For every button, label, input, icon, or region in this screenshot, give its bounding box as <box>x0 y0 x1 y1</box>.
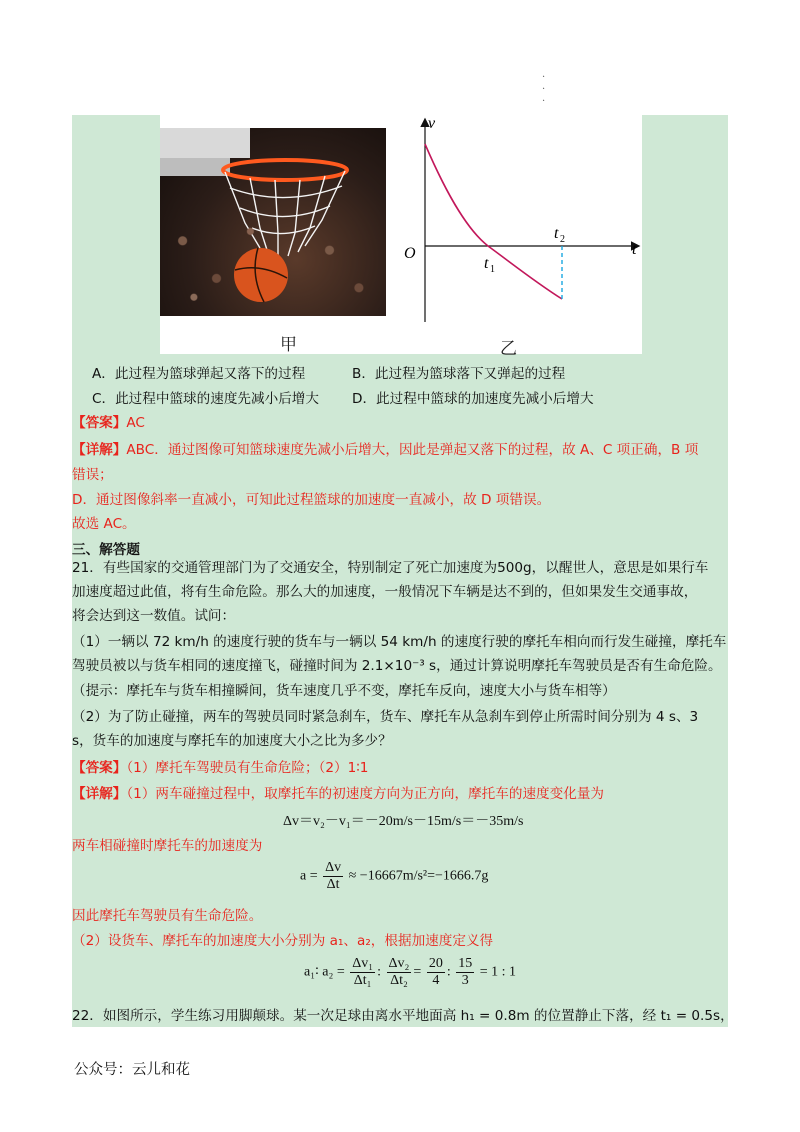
basketball-photo <box>160 128 386 316</box>
answer-label: 【答案】 <box>72 415 127 431</box>
t1-label: t <box>484 255 489 272</box>
q20-answer <box>72 413 728 433</box>
denominator: Δt <box>326 877 340 892</box>
q21-line-4: （1）一辆以 72 km/h 的速度行驶的货车与一辆以 54 km/h 的速度行驶的摩托车相向而行发生碰撞，摩托车 <box>72 634 727 650</box>
t2-subscript: 2 <box>560 234 565 245</box>
q21-line-5: 驾驶员被以与货车相同的速度撞飞，碰撞时间为 2.1×10⁻³ s，通过计算说明摩托车驾驶员是否有生命危险。 <box>72 658 722 674</box>
option-c: C．此过程中篮球的速度先减小后增大 <box>92 391 319 407</box>
origin-label: O <box>404 245 416 262</box>
q21-line-6: （提示：摩托车与货车相撞瞬间，货车速度几乎不变，摩托车反向，速度大小与货车相等） <box>72 683 616 699</box>
numerator: Δv₂ <box>388 956 410 971</box>
numerator: 15 <box>458 956 473 971</box>
photo-caption: 甲 <box>280 335 297 355</box>
q20-detail-3: D．通过图像斜率一直减小，可知此过程篮球的加速度一直减小，故 D 项错误。 <box>72 492 551 508</box>
crowd-background <box>160 128 386 316</box>
denominator: Δt₂ <box>390 973 408 988</box>
formula-velocity-change: Δv＝v₂－v₁＝－20m/s－15m/s＝－35m/s <box>283 814 524 829</box>
q21-detail-3: 因此摩托车驾驶员有生命危险。 <box>72 908 263 924</box>
formula-rhs: ≈ −16667m/s²=−1666.7g <box>348 868 489 884</box>
fraction-3 <box>427 956 445 989</box>
q21-line-8: s，货车的加速度与摩托车的加速度大小之比为多少？ <box>72 733 392 749</box>
answer-text: AC <box>126 415 145 431</box>
graph-caption: 乙 <box>500 339 517 359</box>
formula-acceleration <box>300 860 488 893</box>
q21-detail-1 <box>72 784 728 804</box>
answer-text: （1）摩托车驾驶员有生命危险；（2）1∶1 <box>126 760 369 776</box>
q21-detail-2: 两车相碰撞时摩托车的加速度为 <box>72 838 263 854</box>
option-d: D．此过程中篮球的加速度先减小后增大 <box>352 391 594 407</box>
q20-detail-1 <box>72 440 728 460</box>
t-axis-label: t <box>632 241 637 258</box>
velocity-time-graph <box>400 112 650 342</box>
q20-detail-4: 故选 AC。 <box>72 516 136 532</box>
formula-ratio: a₁∶ a₂ = $\frac{\text{Δv₁}}{\text{Δt₁}}$ : $\frac{\text{Δv₂}}{\text{Δt₂}}$ = $\frac{20}{4}$ : $\frac{15}{3}$ = 1 : 1 <box>304 956 516 988</box>
numerator: 20 <box>428 956 443 971</box>
detail-text: （1）两车碰撞过程中，取摩托车的初速度方向为正方向，摩托车的速度变化量为 <box>126 786 605 802</box>
detail-text: ABC．通过图像可知篮球速度先减小后增大，因此是弹起又落下的过程，故 A、C 项正确，B 项 <box>126 442 699 458</box>
t2-label: t <box>554 225 559 242</box>
decorative-dots: · · · <box>542 72 546 107</box>
v-axis-label: v <box>428 115 436 132</box>
q21-answer <box>72 758 728 778</box>
formula-rhs: = 1 : 1 <box>479 964 516 980</box>
section-heading: 三、解答题 <box>72 542 140 558</box>
answer-label: 【答案】 <box>72 760 127 776</box>
q20-detail-2: 错误； <box>72 467 113 483</box>
t1-subscript: 1 <box>490 264 495 275</box>
fraction-2 <box>387 956 412 989</box>
velocity-curve <box>425 144 562 299</box>
q21-line-2: 加速度超过此值，将有生命危险。那么大的加速度，一般情况下车辆是达不到的，但如果发生交通事故， <box>72 584 698 600</box>
q22-line-1: 22．如图所示，学生练习用脚颠球。某一次足球由离水平地面高 h₁ = 0.8m 的位置静止下落，经 t₁ = 0.5s， <box>72 1008 734 1024</box>
option-b: B．此过程为篮球落下又弹起的过程 <box>352 366 566 382</box>
numerator: Δv₁ <box>352 956 374 971</box>
fraction-dv-dt <box>323 860 343 893</box>
figure-panel <box>160 112 642 359</box>
denominator: 4 <box>432 973 440 988</box>
fraction-4 <box>456 956 474 989</box>
detail-label: 【详解】 <box>72 786 127 802</box>
denominator: 3 <box>461 973 469 988</box>
q21-line-7: （2）为了防止碰撞，两车的驾驶员同时紧急刹车，货车、摩托车从急刹车到停止所需时间分别为 4 s、3 <box>72 709 699 725</box>
numerator: Δv <box>325 860 342 875</box>
option-a: A．此过程为篮球弹起又落下的过程 <box>92 366 306 382</box>
footer-wechat-account: 公众号：云儿和花 <box>74 1062 190 1078</box>
formula-lhs: a = <box>300 868 318 884</box>
detail-label: 【详解】 <box>72 442 127 458</box>
formula-lhs: a₁∶ a₂ = <box>304 964 345 980</box>
q21-line-3: 将会达到这一数值。试问： <box>72 608 236 624</box>
q21-line-1: 21．有些国家的交通管理部门为了交通安全，特别制定了死亡加速度为500g，以醒世人，意思是如果行车 <box>72 560 709 576</box>
denominator: Δt₁ <box>353 973 372 988</box>
q21-detail-4: （2）设货车、摩托车的加速度大小分别为 a₁、a₂，根据加速度定义得 <box>72 933 494 949</box>
fraction-1 <box>350 956 375 989</box>
